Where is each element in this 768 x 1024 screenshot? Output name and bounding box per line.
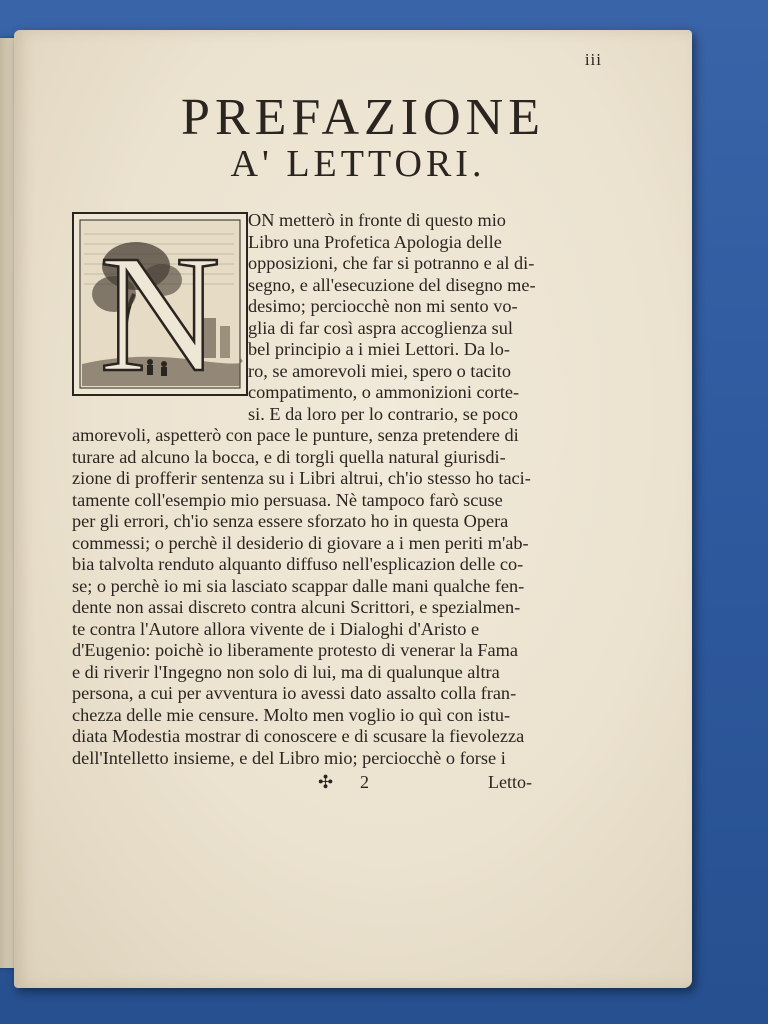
woodcut-illustration [74,214,246,394]
text-line: persona, a cui per avventura io avessi dato assalto colla fran- [72,683,517,703]
text-line: ON metterò in fronte di questo mio [248,210,506,230]
text-line: turare ad alcuno la bocca, e di torgli quella natural giurisdi- [72,446,506,467]
signature-mark: 2 [360,772,369,792]
text-line: zione di profferir sentenza su i Libri altrui, ch'io stesso ho taci- [72,468,531,488]
text-line: opposizioni, che far si potranno e al di- [248,253,535,273]
text-line: desimo; perciocchè non mi sento vo- [248,296,518,316]
page-title: PREFAZIONE [181,89,545,146]
text-line: per gli errori, ch'io senza essere sforzato ho in questa Opera [72,511,509,531]
text-line: bel principio a i miei Lettori. Da lo- [248,339,510,359]
text-line: dente non assai discreto contra alcuni Scrittori, e spezialmen- [72,597,521,617]
page-number: iii [584,50,602,69]
text-line: tamente coll'esempio mio persuasa. Nè tampoco farò scuse [72,489,503,510]
text-line: bia talvolta renduto alquanto diffuso nell'esplicazion delle co- [72,554,524,574]
dropcap-letter: N [99,221,221,394]
text-line: d'Eugenio: poichè io liberamente protesto di venerar la Fama [72,640,518,660]
text-line: compatimento, o ammonizioni corte- [248,382,520,402]
text-line: diata Modestia mostrar di conoscere e di scusare la fievolezza [72,726,525,746]
text-line: dell'Intelletto insieme, e del Libro mio; perciocchè o forse i [72,747,506,768]
text-line: segno, e all'esecuzione del disegno me- [248,274,536,295]
text-line: se; o perchè io mi sia lasciato scappar dalle mani qualche fen- [72,575,525,596]
ornament-icon: ✣ [318,772,334,792]
catchword: Letto- [488,772,532,792]
book-page [14,30,692,988]
text-line: te contra l'Autore allora vivente de i Dialoghi d'Aristo e [72,618,480,639]
page-subtitle: A' LETTORI. [230,143,486,185]
decorated-initial [72,212,248,396]
text-line: Libro una Profetica Apologia delle [248,231,502,252]
text-line: glia di far così aspra accoglienza sul [248,317,513,338]
text-line: chezza delle mie censure. Molto men voglio io quì con istu- [72,704,511,725]
text-line: e di riverir l'Ingegno non solo di lui, ma di qualunque altra [72,661,500,682]
text-line: ro, se amorevoli miei, spero o tacito [248,360,511,381]
text-line: commessi; o perchè il desiderio di giovare a i men periti m'ab- [72,532,529,553]
text-line: amorevoli, aspetterò con pace le punture, senza pretendere di [72,425,519,445]
text-line: si. E da loro per lo contrario, se poco [248,403,519,424]
